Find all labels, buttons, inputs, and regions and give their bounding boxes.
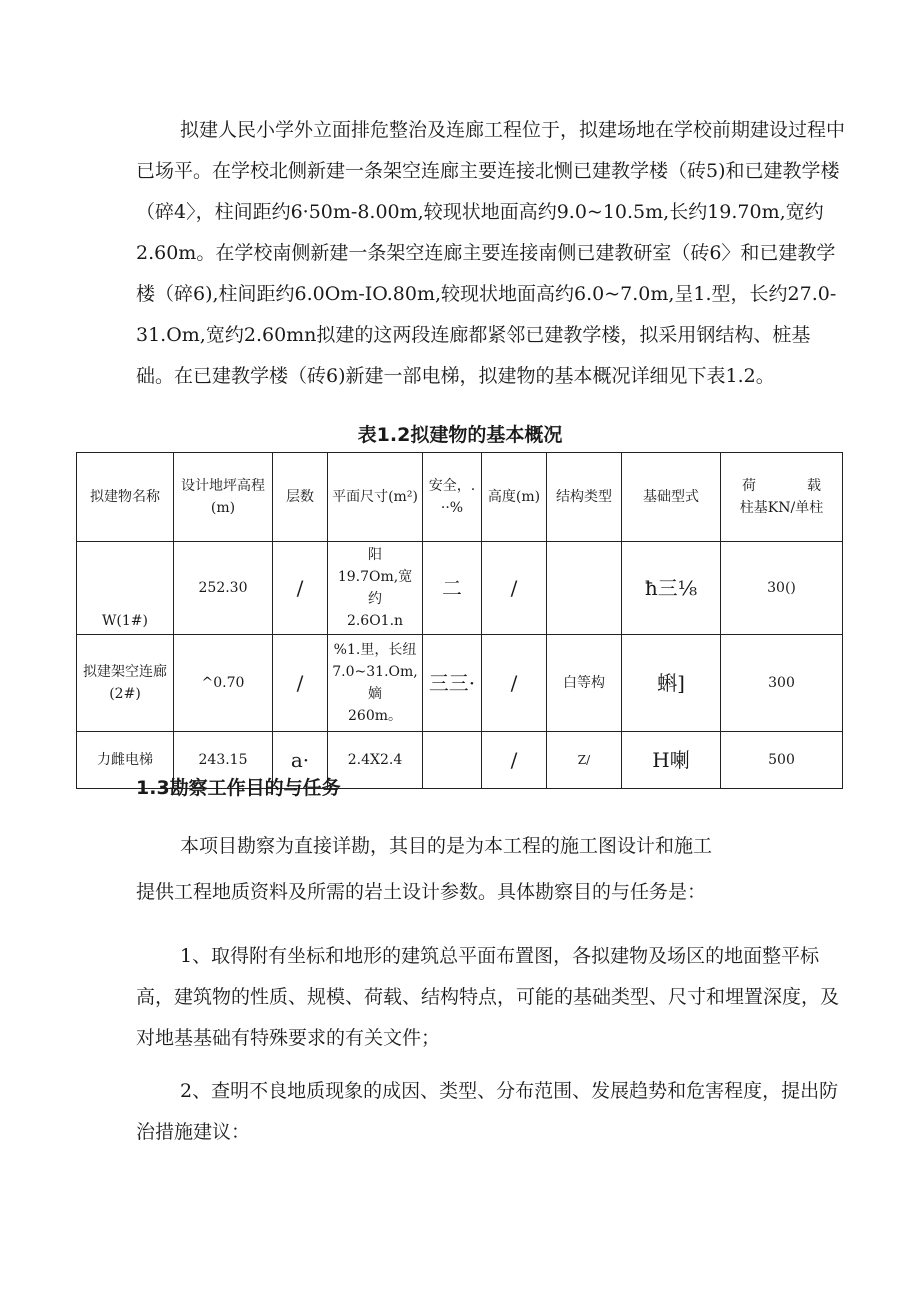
cell-name: 拟建架空连廊(2#) — [77, 635, 174, 732]
buildings-table — [76, 452, 843, 789]
cell-area: 2.4X2.4 — [328, 732, 423, 789]
header-area: 平面尺寸(m²) — [328, 453, 423, 542]
cell-elevation: ^0.70 — [174, 635, 273, 732]
header-elevation: 设计地坪高程(m) — [174, 453, 273, 542]
purpose-line-2: 提供工程地质资料及所需的岩土设计参数。具体勘察目的与任务是： — [136, 881, 707, 903]
cell-structure — [547, 542, 622, 635]
table-caption: 表1.2拟建物的基本概况 — [357, 424, 563, 446]
cell-height: / — [482, 635, 547, 732]
table-row — [77, 542, 843, 635]
cell-elevation: 243.15 — [174, 732, 273, 789]
intro-paragraph: 拟建人民小学外立面排危整治及连廊工程位于，拟建场地在学校前期建设过程中已场平。在学校北侧新建一条架空连廊主要连接北恻已建教学楼（砖5)和已建教学楼（碎4〉，柱间距约6·50m-8.00m,较现状地面高约9.0~10.5m,长约19.70m,宽约2.60m。在学校南侧新建一条架空连廊主要连接南侧已建教研室（砖6〉和已建教学楼（碎6),柱间距约6.0Om-IO.80m,较现状地面高约6.0~7.0m,呈1.型，长约27.0-31.Om,宽约2.60mn拟建的这两段连廊都紧邻已建教学楼，拟采用钢结构、桩基础。在已建教学楼（砖6)新建一部电梯，拟建物的基本概况详细见下表1.2。 — [136, 119, 846, 387]
header-safety: 安全，. ··% — [423, 453, 482, 542]
header-structure: 结构类型 — [547, 453, 622, 542]
cell-foundation: 蝌] — [622, 635, 721, 732]
section-heading: 1.3勘察工作目的与任务 — [136, 777, 341, 799]
header-load — [721, 453, 843, 542]
cell-safety: 二 — [423, 542, 482, 635]
cell-name: W(1#) — [77, 542, 174, 635]
table-header-row — [77, 453, 843, 542]
cell-load: 500 — [721, 732, 843, 789]
cell-floors: a· — [273, 732, 328, 789]
task-item-1: 1、取得附有坐标和地形的建筑总平面布置图，各拟建物及场区的地面整平标高，建筑物的性质、规模、荷载、结构特点，可能的基础类型、尺寸和埋置深度，及对地基基础有特殊要求的有关文件； — [136, 945, 840, 1049]
table-row — [77, 635, 843, 732]
header-height: 高度(m) — [482, 453, 547, 542]
cell-height: / — [482, 542, 547, 635]
cell-name: 力雌电梯 — [77, 732, 174, 789]
cell-floors: / — [273, 635, 328, 732]
cell-load: 30() — [721, 542, 843, 635]
header-load-bottom: 柱基KN/单柱 — [739, 500, 824, 516]
purpose-line-1: 本项目勘察为直接详勘，其目的是为本工程的施工图设计和施工 — [180, 835, 713, 857]
cell-area: %1.里，长纽 7.0~31.Om,嫡 260m。 — [328, 635, 423, 732]
cell-structure: 白等构 — [547, 635, 622, 732]
cell-load: 300 — [721, 635, 843, 732]
cell-foundation: H喇 — [622, 732, 721, 789]
cell-safety: 三三· — [423, 635, 482, 732]
header-foundation: 基础型式 — [622, 453, 721, 542]
cell-foundation: ħ三⅛ — [622, 542, 721, 635]
cell-elevation: 252.30 — [174, 542, 273, 635]
cell-floors: / — [273, 542, 328, 635]
header-name: 拟建物名称 — [77, 453, 174, 542]
cell-area: 阳 19.7Om,宽约 2.6O1.n — [328, 542, 423, 635]
header-load-top: 荷 载 — [742, 478, 821, 494]
header-floors: 层数 — [273, 453, 328, 542]
task-item-2: 2、查明不良地质现象的成因、类型、分布范围、发展趋势和危害程度，提出防治措施建议： — [136, 1080, 839, 1143]
cell-structure: Z/ — [547, 732, 622, 789]
cell-height: / — [482, 732, 547, 789]
cell-safety — [423, 732, 482, 789]
